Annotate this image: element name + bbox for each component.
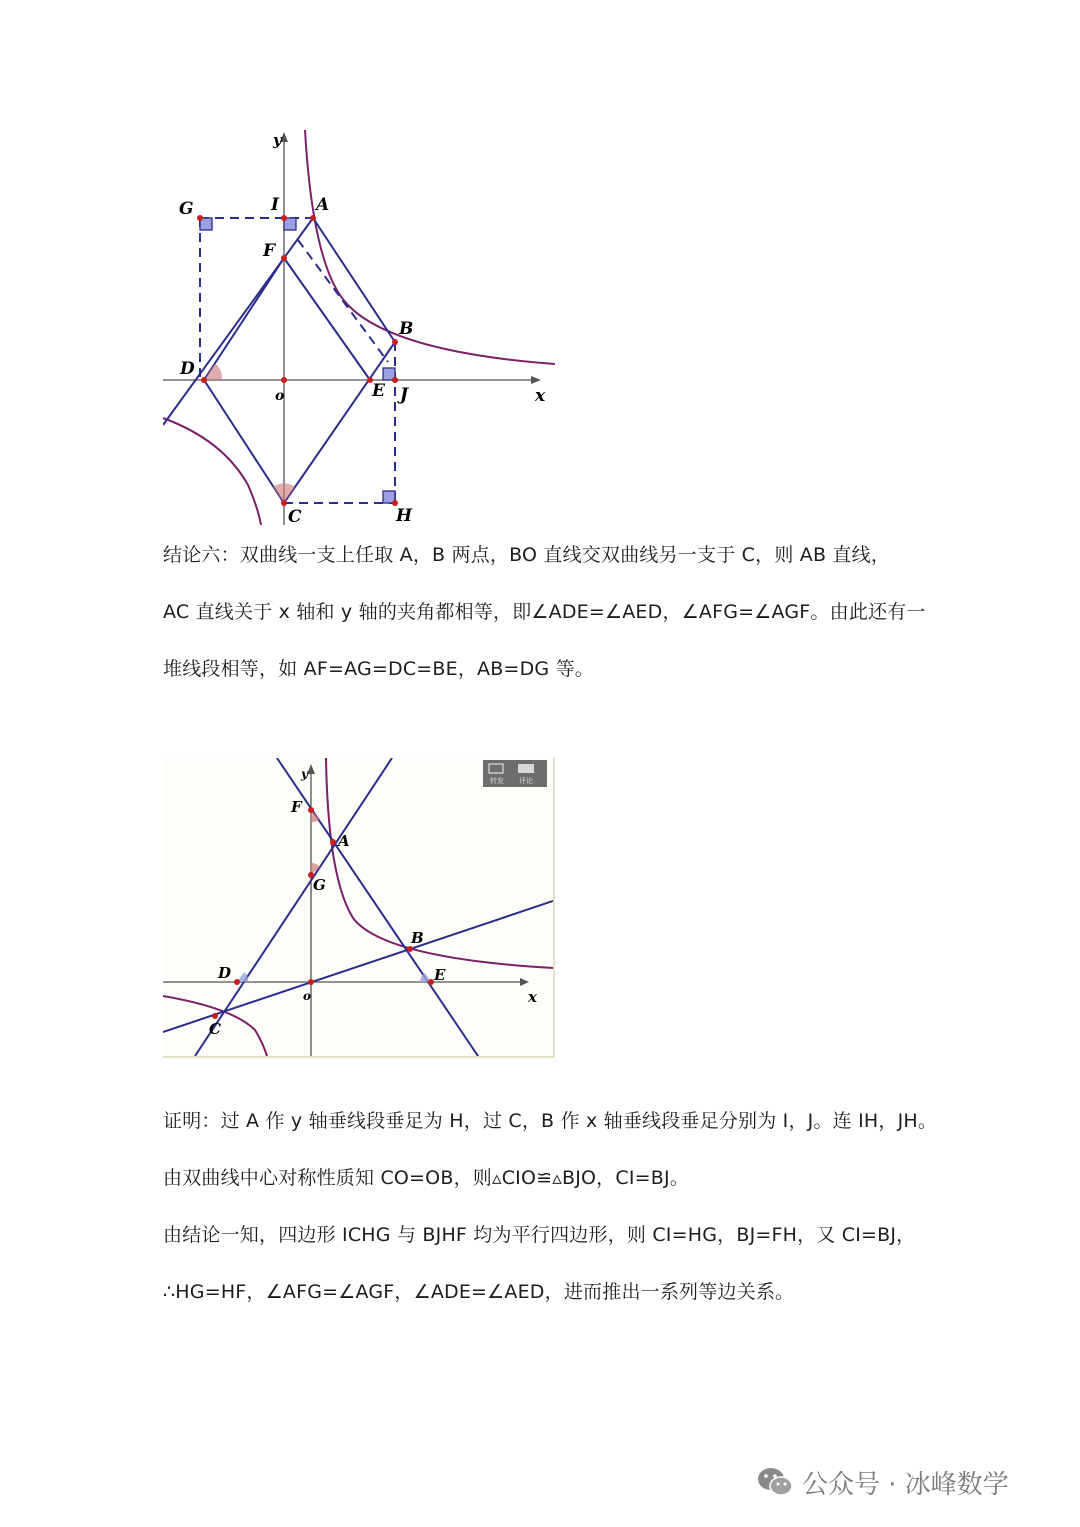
point-D [234,979,240,985]
label-G: G [313,876,326,894]
figure-toolbar [483,760,547,787]
line-DF [204,258,284,380]
conclusion-line-2: AC 直线关于 x 轴和 y 轴的夹角都相等，即∠ADE=∠AED，∠AFG=∠AGF。由此还有一 [163,601,926,623]
y-axis-arrow [307,764,315,774]
watermark [756,1462,1009,1502]
proof-line-1: 证明：过 A 作 y 轴垂线段垂足为 H，过 C，B 作 x 轴垂线段垂足分别为 I，J。连 IH，JH。 [163,1110,938,1132]
line-FAB-E [277,758,478,1056]
figure-equal-angles [163,758,555,1058]
point-I [281,215,287,221]
point-O [308,979,314,985]
label-D: D [180,359,195,379]
figure-rhombus-hyperbola [163,130,555,525]
hyperbola-branch-lower [163,418,261,525]
point-J [392,377,398,383]
comment-label: 评论 [519,777,533,785]
wechat-icon [756,1465,794,1499]
line-CA-extended [163,218,313,425]
hyperbola-branch-upper [326,758,553,968]
label-I: I [271,195,279,215]
label-O: o [275,388,285,404]
point-O [281,377,287,383]
label-F: F [263,241,276,261]
figure2-svg [163,758,553,1056]
label-B: B [411,929,424,947]
line-AB [313,218,395,342]
dash-IJ [298,240,388,362]
x-axis-arrow [531,376,541,384]
label-F: F [291,798,302,816]
label-G: G [179,199,194,219]
watermark-text: 公众号 · 冰峰数学 [802,1469,1009,1500]
share-label: 转发 [490,777,504,785]
label-D: D [218,964,232,982]
label-y: y [301,767,308,781]
x-axis-arrow [520,978,529,986]
point-F [308,807,314,813]
point-G [197,215,203,221]
line-CB [284,342,395,503]
label-A: A [338,832,350,850]
point-F [281,255,287,261]
point-C [212,1013,218,1019]
point-A [330,839,336,845]
label-y: y [273,131,282,149]
label-J: J [400,385,409,405]
label-C: C [209,1020,221,1038]
label-A: A [316,195,330,215]
label-O: o [303,989,312,1003]
conclusion-line-1: 结论六：双曲线一支上任取 A，B 两点，BO 直线交双曲线另一支于 C，则 AB 直线， [163,544,891,566]
conclusion-paragraph [163,527,943,698]
proof-line-4: ∴HG=HF，∠AFG=∠AGF，∠ADE=∠AED，进而推出一系列等边关系。 [163,1281,795,1303]
proof-paragraph [163,1093,943,1321]
label-E: E [434,966,446,984]
hyperbola-branch-upper [305,130,555,364]
label-x: x [528,988,537,1006]
conclusion-line-3: 堆线段相等，如 AF=AG=DC=BE，AB=DG 等。 [163,658,594,680]
label-x: x [535,386,546,406]
figure1-svg [163,130,555,525]
label-H: H [396,506,413,525]
proof-line-2: 由双曲线中心对称性质知 CO=OB，则▵CIO≌▵BJO，CI=BJ。 [163,1167,690,1189]
line-DC [204,380,284,503]
comment-icon [518,764,534,773]
point-B [392,339,398,345]
point-A [310,215,316,221]
label-B: B [399,319,414,339]
point-D [201,377,207,383]
label-E: E [372,381,385,401]
proof-line-3: 由结论一知，四边形 ICHG 与 BJHF 均为平行四边形，则 CI=HG，BJ=FH，又 CI=BJ， [163,1224,916,1246]
point-C [281,500,287,506]
label-C: C [288,507,302,525]
